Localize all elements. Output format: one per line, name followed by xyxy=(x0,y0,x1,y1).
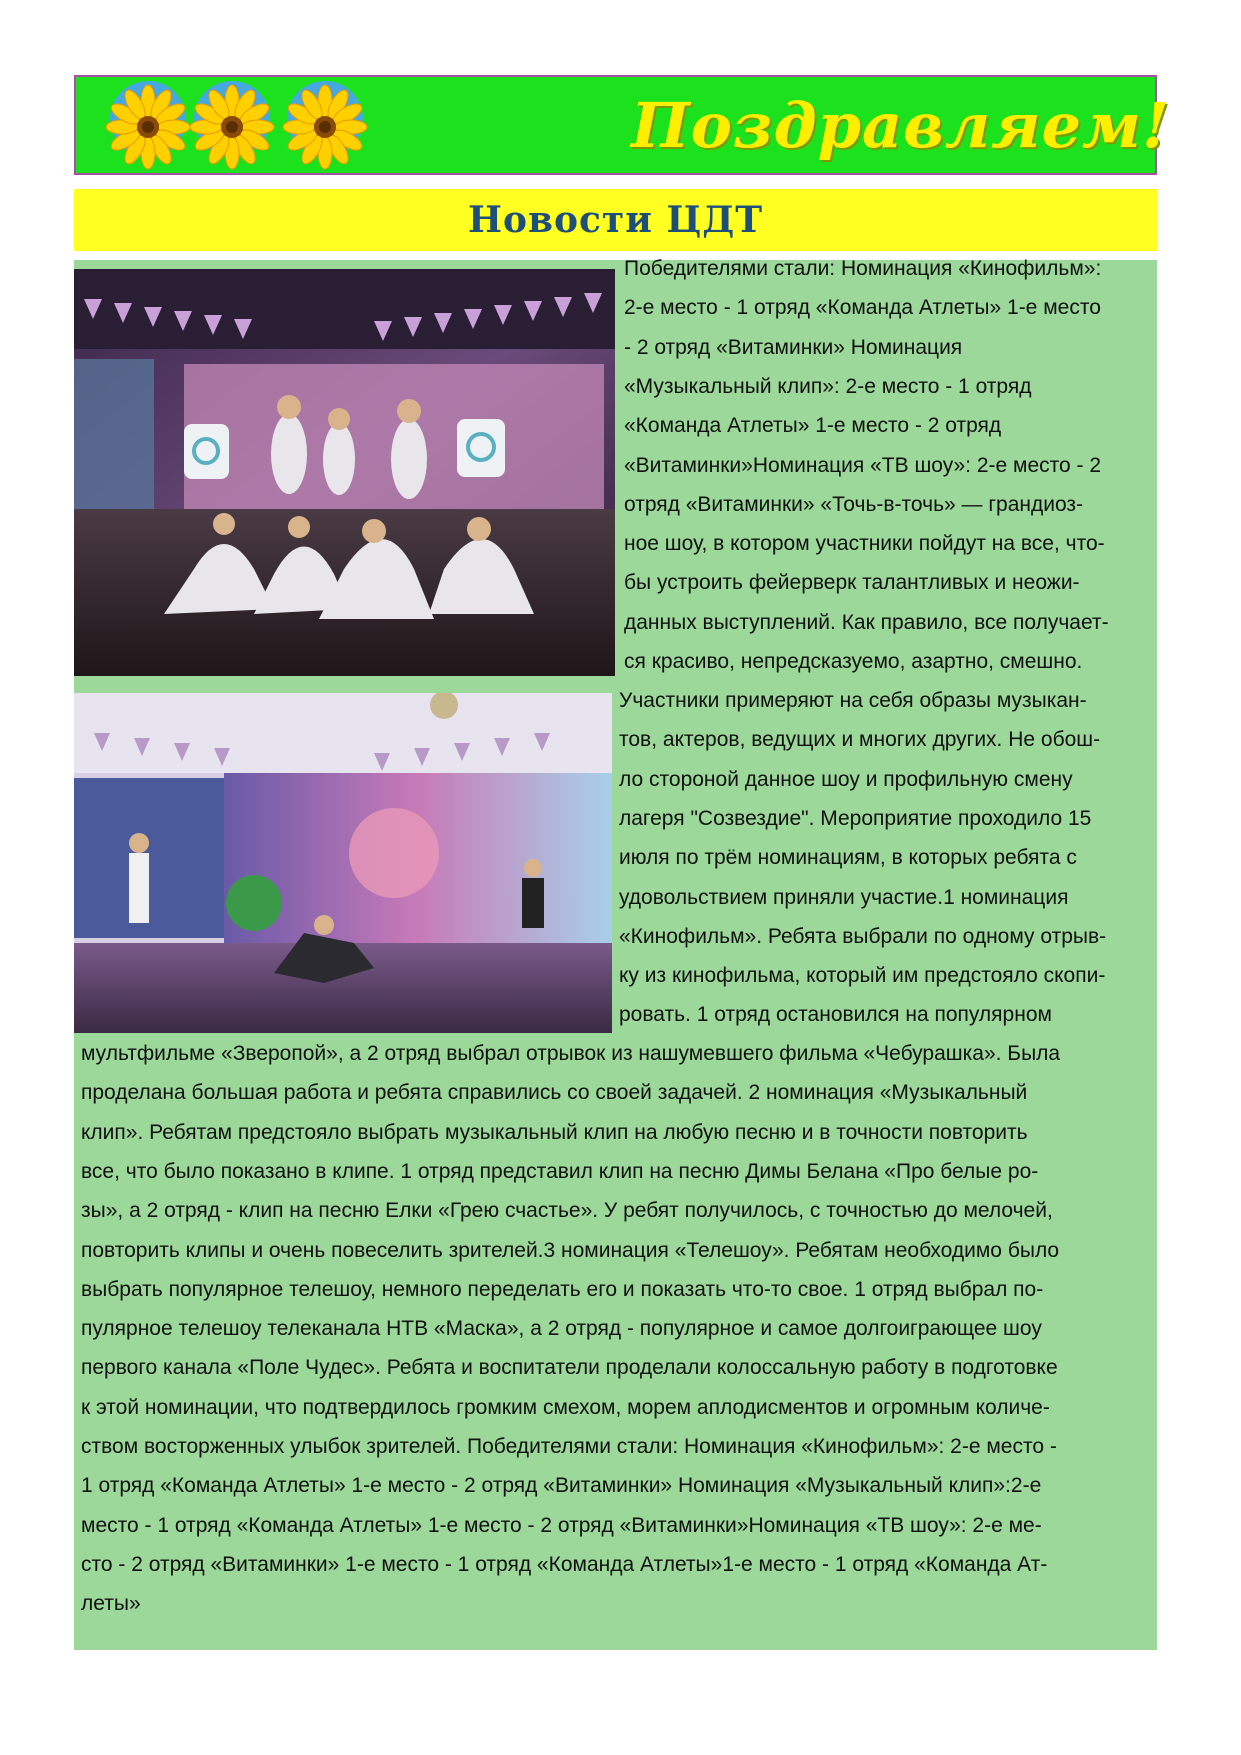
text-line: леты» xyxy=(81,1592,141,1616)
text-line: место - 1 отряд «Команда Атлеты» 1-е место - 2 отряд «Витаминки»Номинация «ТВ шоу»: 2-е ме- xyxy=(81,1513,1042,1537)
stage-performance-photo-2 xyxy=(74,693,612,1033)
sunflower-icon xyxy=(104,79,192,171)
text-line: все, что было показано в клипе. 1 отряд представил клип на песню Димы Белана «Про белые ро- xyxy=(81,1159,1039,1183)
text-line: клип». Ребятам предстояло выбрать музыкальный клип на любую песню и в точности повторить xyxy=(81,1120,1028,1144)
text-line: 2-е место - 1 отряд «Команда Атлеты» 1-е место xyxy=(624,296,1101,320)
text-line: ло стороной данное шоу и профильную смену xyxy=(619,767,1073,791)
sunflower-icon xyxy=(188,79,276,171)
text-line: мультфильме «Зверопой», а 2 отряд выбрал отрывок из нашумевшего фильма «Чебурашка». Была xyxy=(81,1042,1061,1065)
text-line: ровать. 1 отряд остановился на популярном xyxy=(619,1003,1052,1027)
text-line: первого канала «Поле Чудес». Ребята и воспитатели проделали колоссальную работу в подготовке xyxy=(81,1356,1058,1380)
stage-performance-photo-1 xyxy=(74,269,615,676)
text-line: удовольствием приняли участие.1 номинация xyxy=(619,885,1069,909)
text-line: тов, актеров, ведущих и многих других. Не обош- xyxy=(619,728,1101,752)
text-line: «Команда Атлеты» 1-е место - 2 отряд xyxy=(624,414,1002,438)
section-title: Новости ЦДТ xyxy=(74,189,1157,251)
text-line: данных выступлений. Как правило, все получает- xyxy=(624,610,1109,634)
text-line: бы устроить фейерверк талантливых и неожи- xyxy=(624,571,1080,595)
text-line: зы», а 2 отряд - клип на песню Елки «Грею счастье». У ребят получилось, с точностью до мелочей, xyxy=(81,1199,1053,1223)
text-line: выбрать популярное телешоу, немного переделать его и показать что-то свое. 1 отряд выбрал по- xyxy=(81,1277,1044,1301)
news-article xyxy=(74,257,1157,1650)
text-line: ся красиво, непредсказуемо, азартно, смешно. xyxy=(624,650,1083,673)
text-line: Участники примеряют на себя образы музыкан- xyxy=(619,689,1087,712)
text-line: 1 отряд «Команда Атлеты» 1-е место - 2 отряд «Витаминки» Номинация «Музыкальный клип»:2-е xyxy=(81,1474,1042,1498)
text-line: «Кинофильм». Ребята выбрали по одному отрыв- xyxy=(619,924,1107,948)
text-line: лагеря "Созвездие". Мероприятие проходило 15 xyxy=(619,806,1092,830)
banner-title: Поздравляем! xyxy=(631,89,1171,162)
text-line: отряд «Витаминки» «Точь-в-точь» — грандиоз- xyxy=(624,492,1084,516)
text-line: ством восторженных улыбок зрителей. Победителями стали: Номинация «Кинофильм»: 2-е место - xyxy=(81,1435,1057,1458)
sunflower-icon xyxy=(281,79,369,171)
text-line: июля по трём номинациям, в которых ребята с xyxy=(619,846,1077,870)
text-line: «Музыкальный клип»: 2-е место - 1 отряд xyxy=(624,374,1032,398)
text-line: пулярное телешоу телеканала НТВ «Маска», а 2 отряд - популярное и самое долгоиграющее шоу xyxy=(81,1317,1042,1341)
text-line: проделана большая работа и ребята справились со своей задачей. 2 номинация «Музыкальный xyxy=(81,1081,1028,1105)
text-line: - 2 отряд «Витаминки» Номинация xyxy=(624,335,963,359)
text-line: повторить клипы и очень повеселить зрителей.3 номинация «Телешоу». Ребятам необходимо было xyxy=(81,1238,1060,1262)
text-line: «Витаминки»Номинация «ТВ шоу»: 2-е место - 2 xyxy=(624,453,1102,477)
congratulations-banner xyxy=(74,75,1171,175)
text-line: Победителями стали: Номинация «Кинофильм»: xyxy=(624,257,1102,280)
text-line: ное шоу, в котором участники пойдут на все, что- xyxy=(624,532,1105,556)
text-line: к этой номинации, что подтвердилось громким смехом, морем аплодисментов и огромным количе- xyxy=(81,1395,1050,1419)
text-line: сто - 2 отряд «Витаминки» 1-е место - 1 отряд «Команда Атлеты»1-е место - 1 отряд «Команда Ат- xyxy=(81,1552,1048,1576)
text-line: ку из кинофильма, который им предстояло скопи- xyxy=(619,964,1106,988)
